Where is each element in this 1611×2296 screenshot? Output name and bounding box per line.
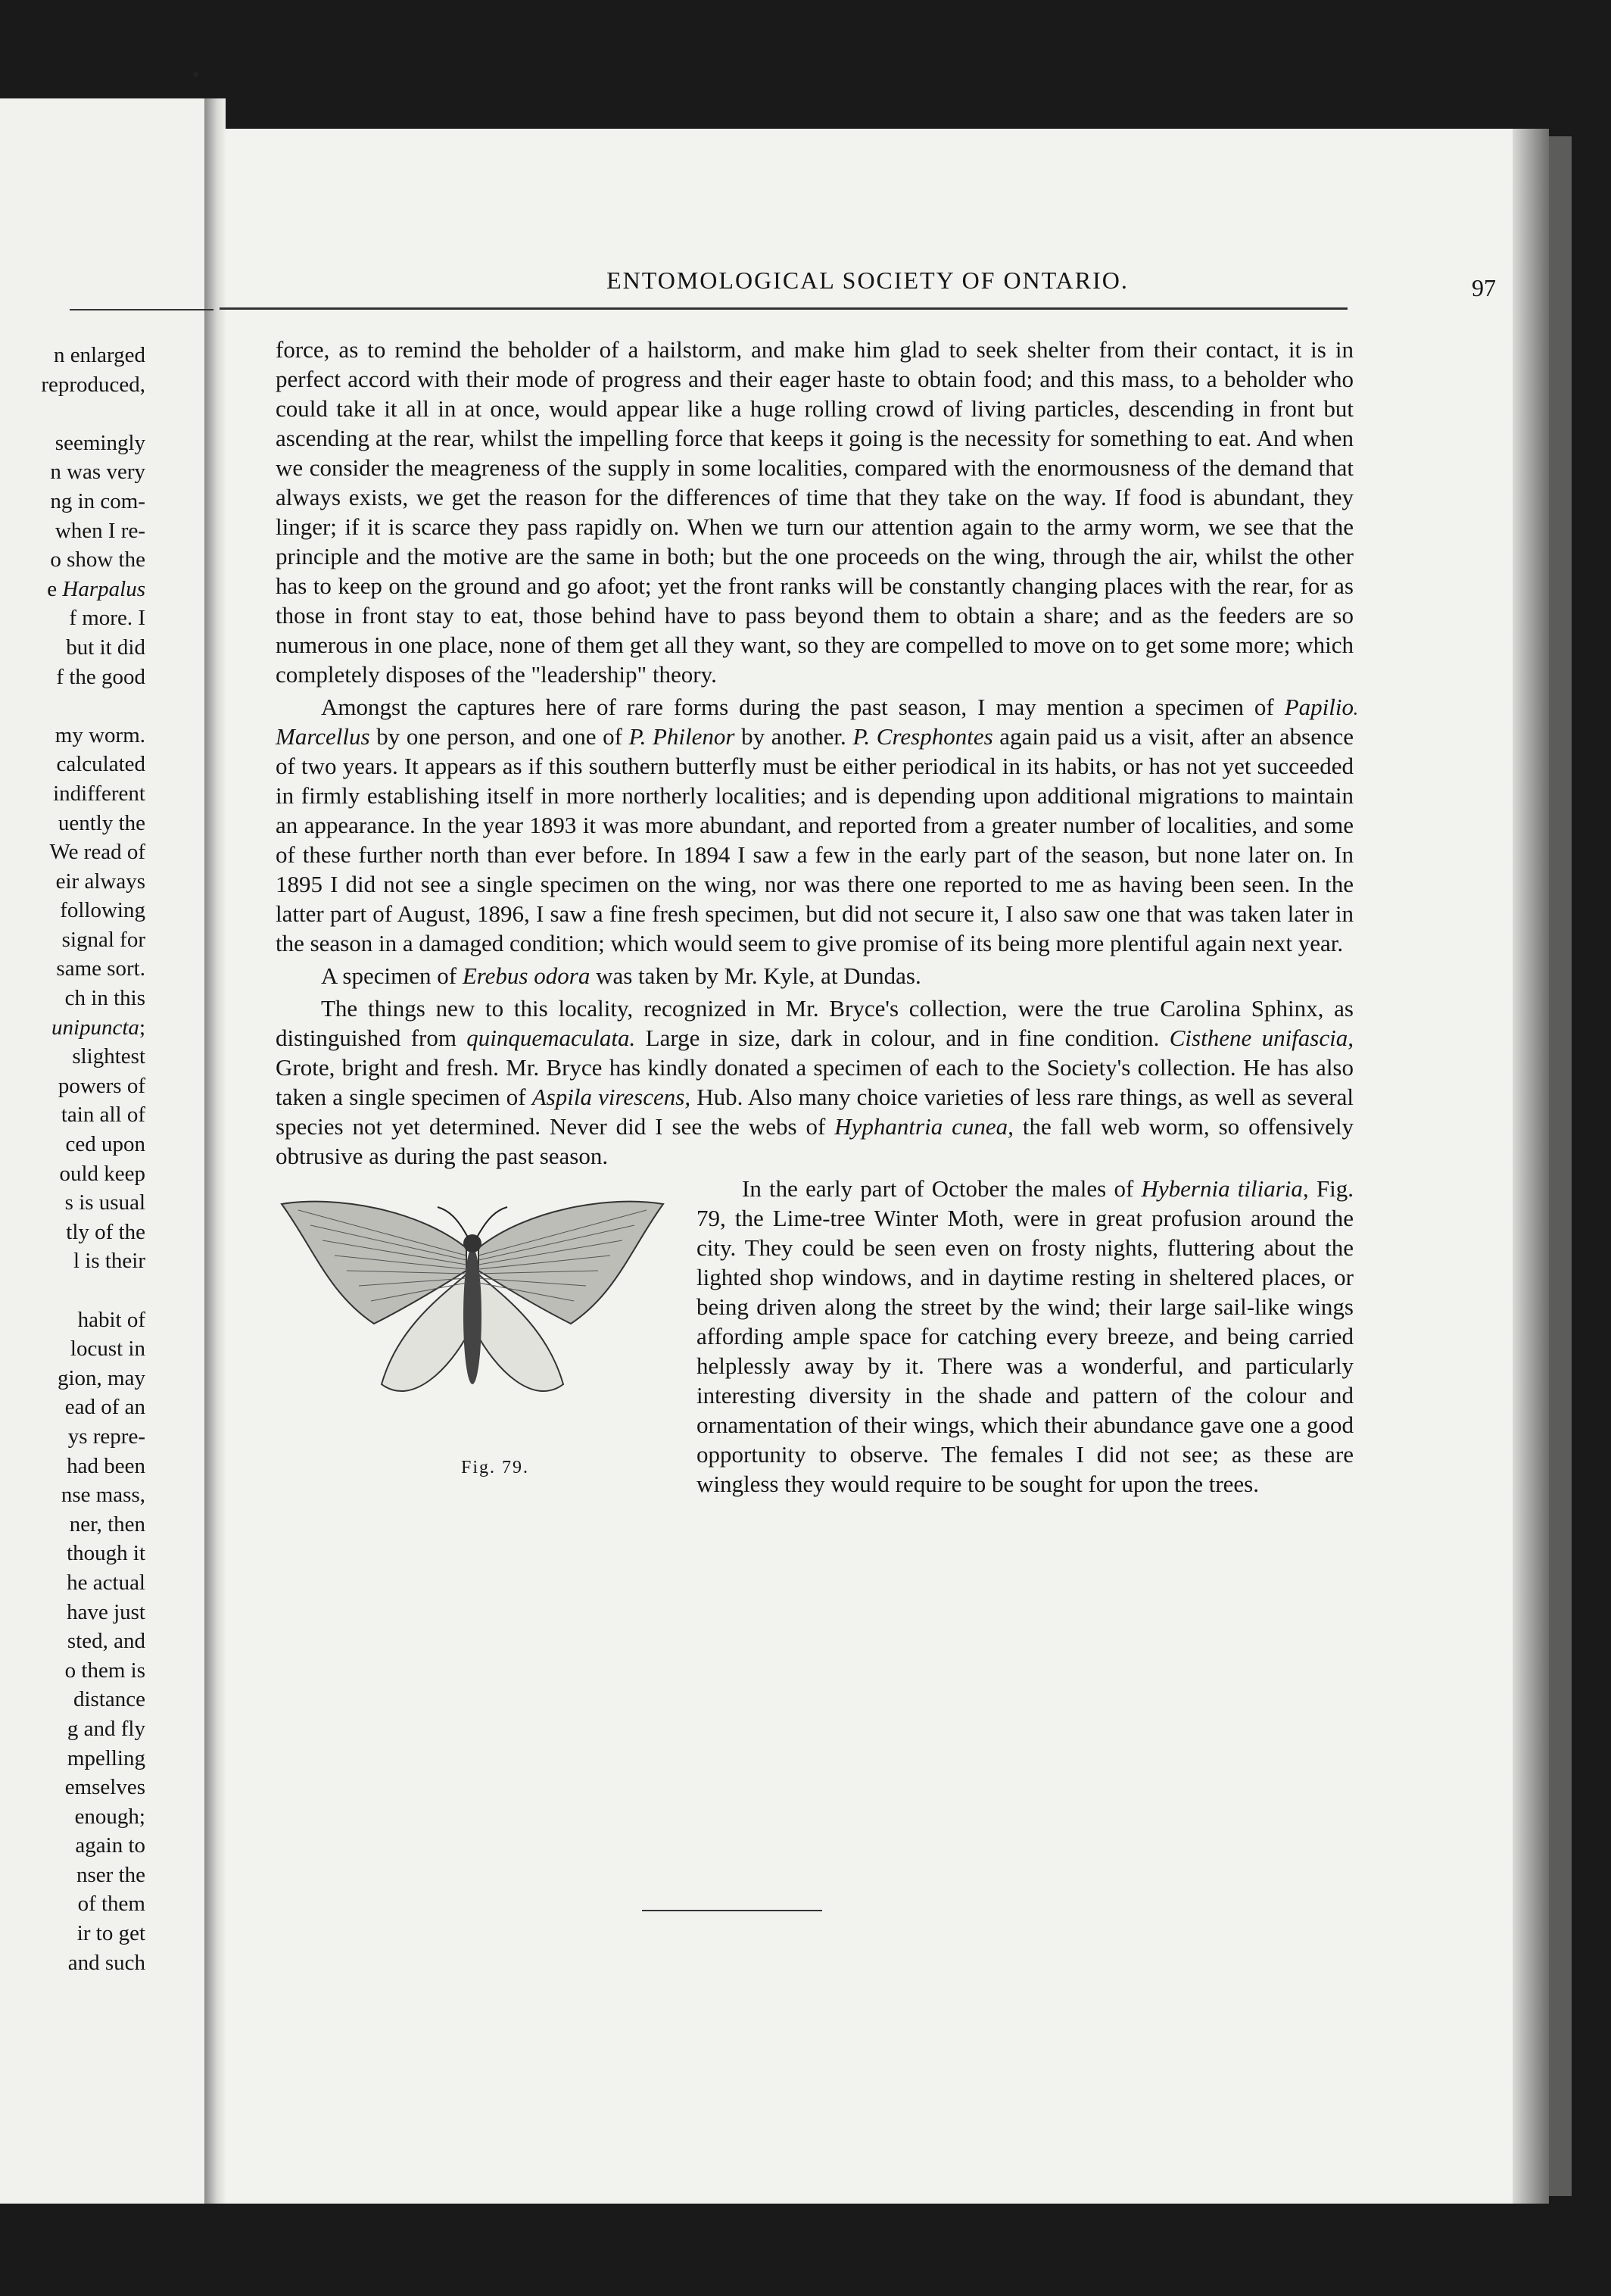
species-name: Hybernia tiliaria, [1141, 1175, 1309, 1202]
facing-page-line: ch in this [64, 986, 145, 1011]
species-name: P. Philenor [628, 723, 735, 750]
species-name: quinquemaculata. [466, 1025, 636, 1051]
facing-page-line: have just [67, 1599, 145, 1624]
facing-page-line: enough; [74, 1804, 145, 1829]
facing-page-line: but it did [66, 635, 145, 660]
facing-page-line: mpelling [67, 1745, 145, 1770]
facing-page-line: tly of the [66, 1219, 145, 1244]
species-name: P. Cresphontes [852, 723, 993, 750]
facing-page-line: e Harpalus [47, 576, 145, 601]
facing-page-line: nse mass, [61, 1483, 145, 1508]
page [226, 129, 1513, 2204]
header-rule [220, 307, 1348, 310]
facing-page-line: habit of [77, 1307, 145, 1332]
species-name: Papilio Marcellus [276, 694, 1354, 750]
page-header [300, 267, 1511, 312]
facing-page-line: ys repre- [67, 1424, 145, 1449]
facing-page-line: ead of an [64, 1395, 145, 1420]
facing-page-fragment [0, 98, 207, 2204]
facing-page-line: had been [67, 1453, 145, 1478]
page-edge-shadow [1549, 136, 1572, 2196]
facing-page-line: n enlarged [53, 343, 145, 367]
end-rule [642, 1910, 822, 1911]
facing-page-line: same sort. [56, 956, 145, 981]
facing-page-line: o them is [64, 1658, 145, 1683]
facing-page-line: slightest [72, 1044, 145, 1069]
moth-illustration [268, 1180, 677, 1452]
facing-page-line: nser the [76, 1862, 145, 1887]
facing-page-line: signal for [61, 927, 145, 952]
facing-page-line: seemingly [55, 430, 145, 455]
facing-page-line: We read of [49, 840, 145, 865]
paragraph: Fig. 79. In the early part of October the males of Hybernia tiliaria, Fig. 79, the Lime-tree Winter Moth, were in great profusion around the city. They could be seen even on frosty nights, fluttering about the lighted shop windows, and in daytime resting in sheltered places, or being driven along the street by the wind; their large sail-like wings affording ample space for catching every breeze, and being carried helplessly away by it. There was a wonderful, and particularly interesting diversity in the shade and pattern of the colour and ornamentation of their wings, which their abundance gave one a good opportunity to observe. The females I did not see; as these are wingless they would require to be sought for upon the trees. [276, 1174, 1354, 1499]
moth-wing [438, 1207, 507, 1237]
facing-page-line: o show the [50, 547, 145, 572]
facing-page-line: f the good [56, 664, 145, 689]
facing-page-line: gion, may [58, 1365, 145, 1390]
page-number: 97 [1472, 274, 1496, 301]
facing-page-line: ner, then [69, 1511, 145, 1536]
facing-page-line [0, 399, 145, 429]
moth-body [463, 1248, 481, 1384]
scan-mark: · [1352, 703, 1359, 725]
facing-page-line: emselves [64, 1775, 145, 1800]
facing-page-line: distance [73, 1687, 145, 1712]
facing-page-line: indifferent [53, 781, 145, 806]
moth-figure [268, 1180, 677, 1483]
paragraph: force, as to remind the beholder of a hailstorm, and make him glad to seek shelter from their contact, it is in perfect accord with their mode of progress and their eager haste to obtain food; and this mass, to a beholder who could take it all in at once, would appear like a huge rolling crowd of living particles, descending in front but ascending at the rear, whilst the impelling force that keeps it going is the necessity for something to eat. And when we consider the meagreness of the supply in some localities, compared with the enormousness of the demand that always exists, we get the reason for the differences of time that they take on the way. If food is abundant, they linger; if it is scarce they pass rapidly on. When we turn our attention again to the army worm, we see that the principle and the motive are the same in both; but the one proceeds on the wing, through the air, whilst the other has to keep on the ground and go afoot; yet the front ranks will be constantly changing places with the rear, for as those in front stay to eat, those behind have to pass beyond them to obtain a share; and as the feeders are so numerous in one place, none of them get all they want, so they are compelled to move on to get some more; which completely disposes of the "leadership" theory. [276, 336, 1354, 688]
header-rule-left [70, 309, 213, 310]
facing-page-line: uently the [58, 810, 145, 835]
species-name: Erebus odora [462, 962, 590, 989]
running-head: ENTOMOLOGICAL SOCIETY OF ONTARIO. [606, 267, 1129, 294]
facing-page-line: and such [67, 1950, 145, 1975]
facing-page-line: f more. I [69, 606, 145, 631]
facing-page-line: sted, and [67, 1629, 145, 1654]
scan-mark: • [192, 64, 200, 86]
facing-page-line: calculated [56, 752, 145, 777]
facing-page-line: ould keep [59, 1161, 145, 1186]
facing-page-line: unipuncta; [51, 1015, 145, 1040]
book-gutter [204, 98, 226, 2204]
figure-caption: Fig. 79. [460, 1458, 529, 1477]
facing-page-line: my worm. [55, 722, 145, 747]
paragraph: A specimen of Erebus odora was taken by Mr. Kyle, at Dundas. [321, 962, 921, 989]
species-name: Cisthene unifascia, [1169, 1025, 1354, 1051]
facing-page-line [0, 691, 145, 721]
facing-page-text [0, 341, 145, 1977]
paragraph: Amongst the captures here of rare forms during the past season, I may mention a specimen of Papilio Marcellus by one person, and one of P. Philenor by another. P. Cresphontes again paid us a visit, after an absence of two years. It appears as if this southern butterfly must be either periodical in its habits, or has not yet succeeded in firmly establishing itself in more northerly localities; and is depending upon additional migrations to maintain an appearance. In the year 1893 it was more abundant, and reported from a greater number of localities, and some of these further north than ever before. In 1894 I saw a few in the early part of the season, but none later on. In 1895 I did not see a single specimen on the wing, nor was there one reported to me as having been seen. In the latter part of August, 1896, I saw a fine fresh specimen, but did not secure it, I also saw one that was taken later in the season in a damaged condition; which would seem to give promise of its being more plentiful again next year. [276, 694, 1354, 956]
page-edge [1513, 129, 1549, 2204]
facing-page-line: again to [75, 1833, 145, 1858]
facing-page-line: s is usual [64, 1190, 145, 1215]
facing-page-line: ced upon [65, 1132, 145, 1157]
facing-page-line: reproduced, [41, 372, 145, 397]
facing-page-line: eir always [55, 869, 145, 894]
facing-page-line: when I re- [55, 518, 145, 543]
species-name: Hyphantria cunea, [834, 1113, 1014, 1140]
facing-page-line [0, 1276, 145, 1306]
facing-page-line: though it [67, 1541, 145, 1566]
facing-page-line: locust in [70, 1337, 145, 1362]
facing-page-line: following [60, 898, 145, 923]
facing-page-line: n was very [50, 460, 145, 485]
facing-page-line: g and fly [67, 1716, 145, 1741]
species-name: Aspila virescens, [531, 1084, 691, 1110]
facing-page-line: of them [77, 1892, 145, 1917]
facing-page-line: ng in com- [50, 488, 145, 513]
facing-page-line: tain all of [61, 1103, 145, 1128]
moth-head [463, 1234, 481, 1253]
facing-page-line: l is their [73, 1249, 145, 1274]
facing-page-line: he actual [67, 1570, 145, 1595]
facing-page-line: powers of [58, 1073, 145, 1098]
paragraph: The things new to this locality, recognized in Mr. Bryce's collection, were the true Carolina Sphinx, as distinguished from quinquemaculata. Large in size, dark in colour, and in fine condition. Cisthene unifascia, Grote, bright and fresh. Mr. Bryce has kindly donated a specimen of each to the Society's collection. He has also taken a single specimen of Aspila virescens, Hub. Also many choice varieties of less rare things, as well as several species not yet determined. Never did I see the webs of Hyphantria cunea, the fall web worm, so offensively obtrusive as during the past season. [276, 995, 1354, 1169]
article-body [276, 335, 1354, 1499]
facing-page-line: ir to get [76, 1921, 145, 1946]
